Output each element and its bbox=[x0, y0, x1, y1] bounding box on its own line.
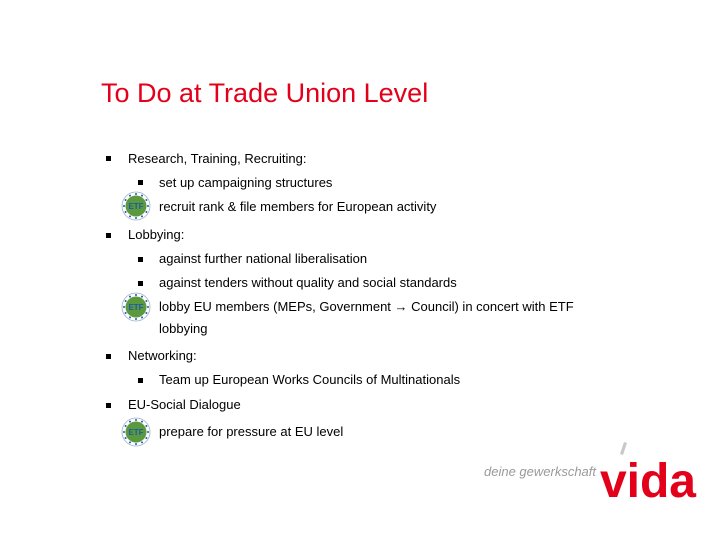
etf-logo-label: ETF bbox=[128, 202, 144, 211]
logo-wordmark: vida bbox=[599, 455, 696, 502]
bullet-item-social-dialogue: EU-Social Dialogue bbox=[128, 397, 241, 412]
logo-accent-mark bbox=[620, 442, 627, 455]
logo-tagline: deine gewerkschaft bbox=[484, 464, 597, 479]
bullet-marker bbox=[106, 354, 111, 359]
sub-bullet-lobby-eu: lobby EU members (MEPs, Government → Council) in concert with ETF bbox=[159, 299, 574, 314]
etf-logo-label: ETF bbox=[128, 303, 144, 312]
sub-bullet-marker bbox=[138, 281, 143, 286]
bullet-marker bbox=[106, 156, 111, 161]
sub-bullet-works-councils: Team up European Works Councils of Multinationals bbox=[159, 372, 461, 387]
slide-title: To Do at Trade Union Level bbox=[101, 78, 429, 108]
vida-logo bbox=[482, 440, 702, 502]
bullet-item-research: Research, Training, Recruiting: bbox=[128, 151, 307, 166]
etf-logo-icon bbox=[121, 417, 151, 447]
bullet-marker bbox=[106, 403, 111, 408]
bullet-item-networking: Networking: bbox=[128, 348, 197, 363]
bullet-item-lobbying: Lobbying: bbox=[128, 227, 185, 242]
sub-bullet-marker bbox=[138, 257, 143, 262]
sub-bullet-lobby-eu-continuation: lobbying bbox=[159, 321, 208, 336]
etf-logo-icon bbox=[121, 191, 151, 221]
sub-bullet-liberalisation: against further national liberalisation bbox=[159, 251, 368, 266]
sub-bullet-tenders: against tenders without quality and social standards bbox=[159, 275, 457, 290]
sub-bullet-pressure: prepare for pressure at EU level bbox=[159, 424, 344, 439]
sub-bullet-campaigning: set up campaigning structures bbox=[159, 175, 333, 190]
sub-bullet-recruit: recruit rank & file members for European activity bbox=[159, 199, 437, 214]
sub-bullet-marker bbox=[138, 378, 143, 383]
bullet-marker bbox=[106, 233, 111, 238]
etf-logo-label: ETF bbox=[128, 428, 144, 437]
etf-logo-icon bbox=[121, 292, 151, 322]
sub-bullet-marker bbox=[138, 180, 143, 185]
